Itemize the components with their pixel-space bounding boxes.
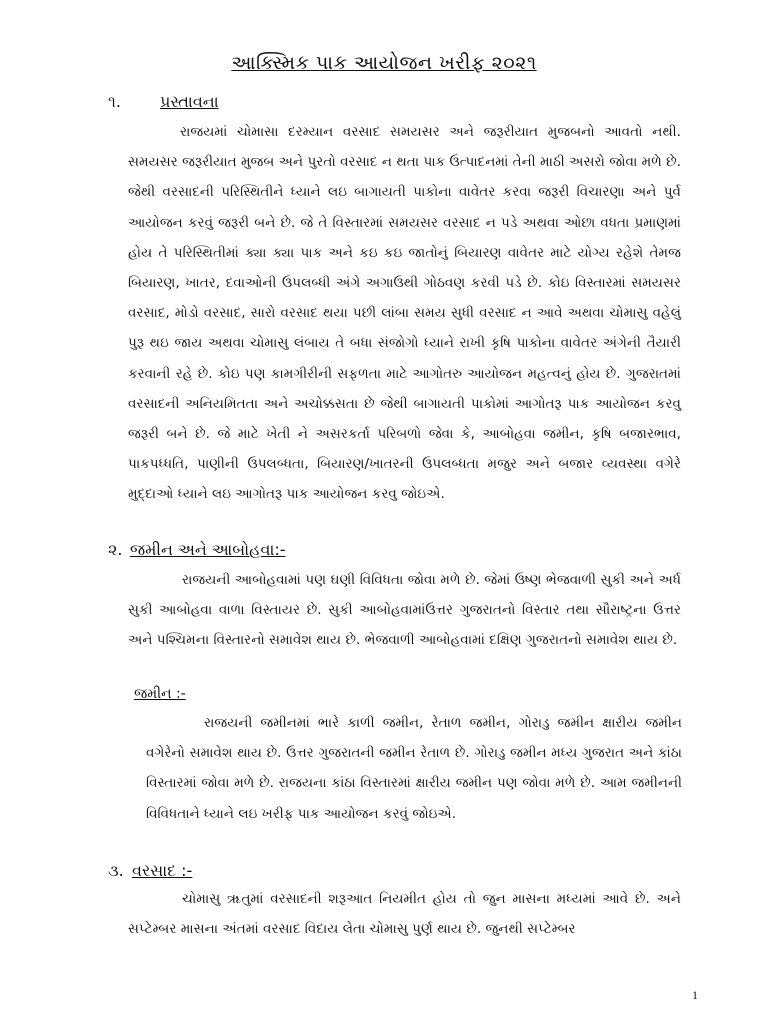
page-number: 1 (692, 988, 698, 1002)
soil-paragraph: રાજયની જમીનમાં ભારે કાળી જમીન, રેતાળ જમીન, ગોરાડુ જમીન ક્ષારીય જમીન વગેરેનો સમાવેશ થાય છે. ઉત્તર ગુજરાતની જમીન રેતાળ છે. ગોરાડુ જમીન મધ્ય ગુજરાત અને કાંઠા વિસ્તારમાં જોવા મળે છે. રાજયના કાંઠા વિસ્તારમાં ક્ષારીય જમીન પણ જોવા મળે છે. આમ જમીનની વિવિધતાને ધ્યાને લઇ ખરીફ પાક આયોજન કરવું જોઇએ. (146, 715, 682, 822)
soil-subheading-text: જમીન :- (134, 686, 186, 702)
document-title: આક્સ્મિક પાક આયોજન ખરીફ ૨૦૨૧ (231, 52, 537, 74)
section-2-number: ૨. (108, 540, 123, 559)
section-2-paragraph: રાજયની આબોહવામાં પણ ઘણી વિવિધતા જોવા મળે છે. જેમાં ઉષ્ણ ભેજવાળી સુકી અને અર્ધ સુકી આબોહવા વાળા વિસ્તાયર છે. સુકી આબોહવામાંઉત્તર ગુજરાતનો વિસ્તાર તથા સૌરાષ્ટ્રના ઉત્તર અને પશ્ચિમના વિસ્તારનો સમાવેશ થાય છે. ભેજવાળી આબોહવામાં દક્ષિણ ગુજરાતનો સમાવેશ થાય છે. (128, 572, 681, 649)
section-2-heading (108, 540, 286, 560)
section-3-paragraph: ચોમાસુ ૠતુમાં વરસાદની શરૂઆત નિયમીત હોય તો જુન માસના મધ્યમાં આવે છે. અને સપ્ટેમ્બર માસના અંતમાં વરસાદ વિદાય લેતા ચોમાસુ પુર્ણ થાય છે. જુનથી સપ્ટેમ્બર (128, 891, 681, 938)
soil-subheading (134, 686, 186, 702)
section-3-title: વરસાદ :- (132, 861, 193, 880)
section-1-title: પ્રસ્તાવના (160, 92, 219, 111)
section-2-title: જમીન અને આબોહવા:- (130, 540, 286, 559)
section-3-number: ૩. (108, 861, 124, 880)
section-1-heading (108, 92, 219, 112)
section-3-heading (108, 861, 192, 881)
section-1-paragraph: રાજયમાં ચોમાસા દરમ્યાન વરસાદ સમયસર અને જરૂરીયાત મુજબનો આવતો નથી. સમયસર જરૂરીયાત મુજબ અને પુરતો વરસાદ ન થતા પાક ઉત્પાદનમાં તેની માઠી અસરો જોવા મળે છે. જેથી વરસાદની પરિસ્થિતીને ધ્યાને લઇ બાગાયતી પાકોના વાવેતર કરવા જરૂરી વિચારણા અને પુર્વ આયોજન કરવું જરૂરી બને છે. જે તે વિસ્તારમાં સમયસર વરસાદ ન પડે અથવા ઓછા વધતા પ્રમાણમાં હોય તે પરિસ્થિતીમાં ક્યા ક્યા પાક અને કઇ કઇ જાતોનું બિયારણ વાવેતર માટે યોગ્ય રહેશે તેમજ બિયારણ, ખાતર, દવાઓની ઉપલબ્ધી અંગે અગાઉથી ગોઠવણ કરવી પડે છે. કોઇ વિસ્તારમાં સમયસર વરસાદ, મોડો વરસાદ, સારો વરસાદ થયા પછી લાંબા સમય સુધી વરસાદ ન આવે અથવા ચોમાસુ વહેલું પુરૂ થઇ જાય અથવા ચોમાસુ લંબાય તે બધા સંજોગો ધ્યાને રાખી કૃષિ પાકોના વાવેતર અંગેની તૈયારી કરવાની રહે છે. કોઇ પણ કામગીરીની સફળતા માટે આગોતરુ આયોજન મહત્વનું હોય છે. ગુજરાતમાં વરસાદની અનિયમિતતા અને અચોક્કસતા છે જેથી બાગાયતી પાકોમાં આગોતરૂ પાક આયોજન કરવુ જરૂરી બને છે. જે માટે ખેતી ને અસરકર્તા પરિબળો જેવા કે, આબોહવા જમીન, કૃષિ બજારભાવ, પાકપધ્ધતિ, પાણીની ઉપલબ્ધતા, બિયારણ/ખાતરની ઉપલબ્ધતા મજુર અને બજાર વ્યવસ્થા વગેરે મુદ્દાઓ ધ્યાને લઇ આગોતરૂ પાક આયોજન કરવુ જોઇએ. (128, 124, 681, 503)
section-1-number: ૧. (108, 92, 121, 111)
